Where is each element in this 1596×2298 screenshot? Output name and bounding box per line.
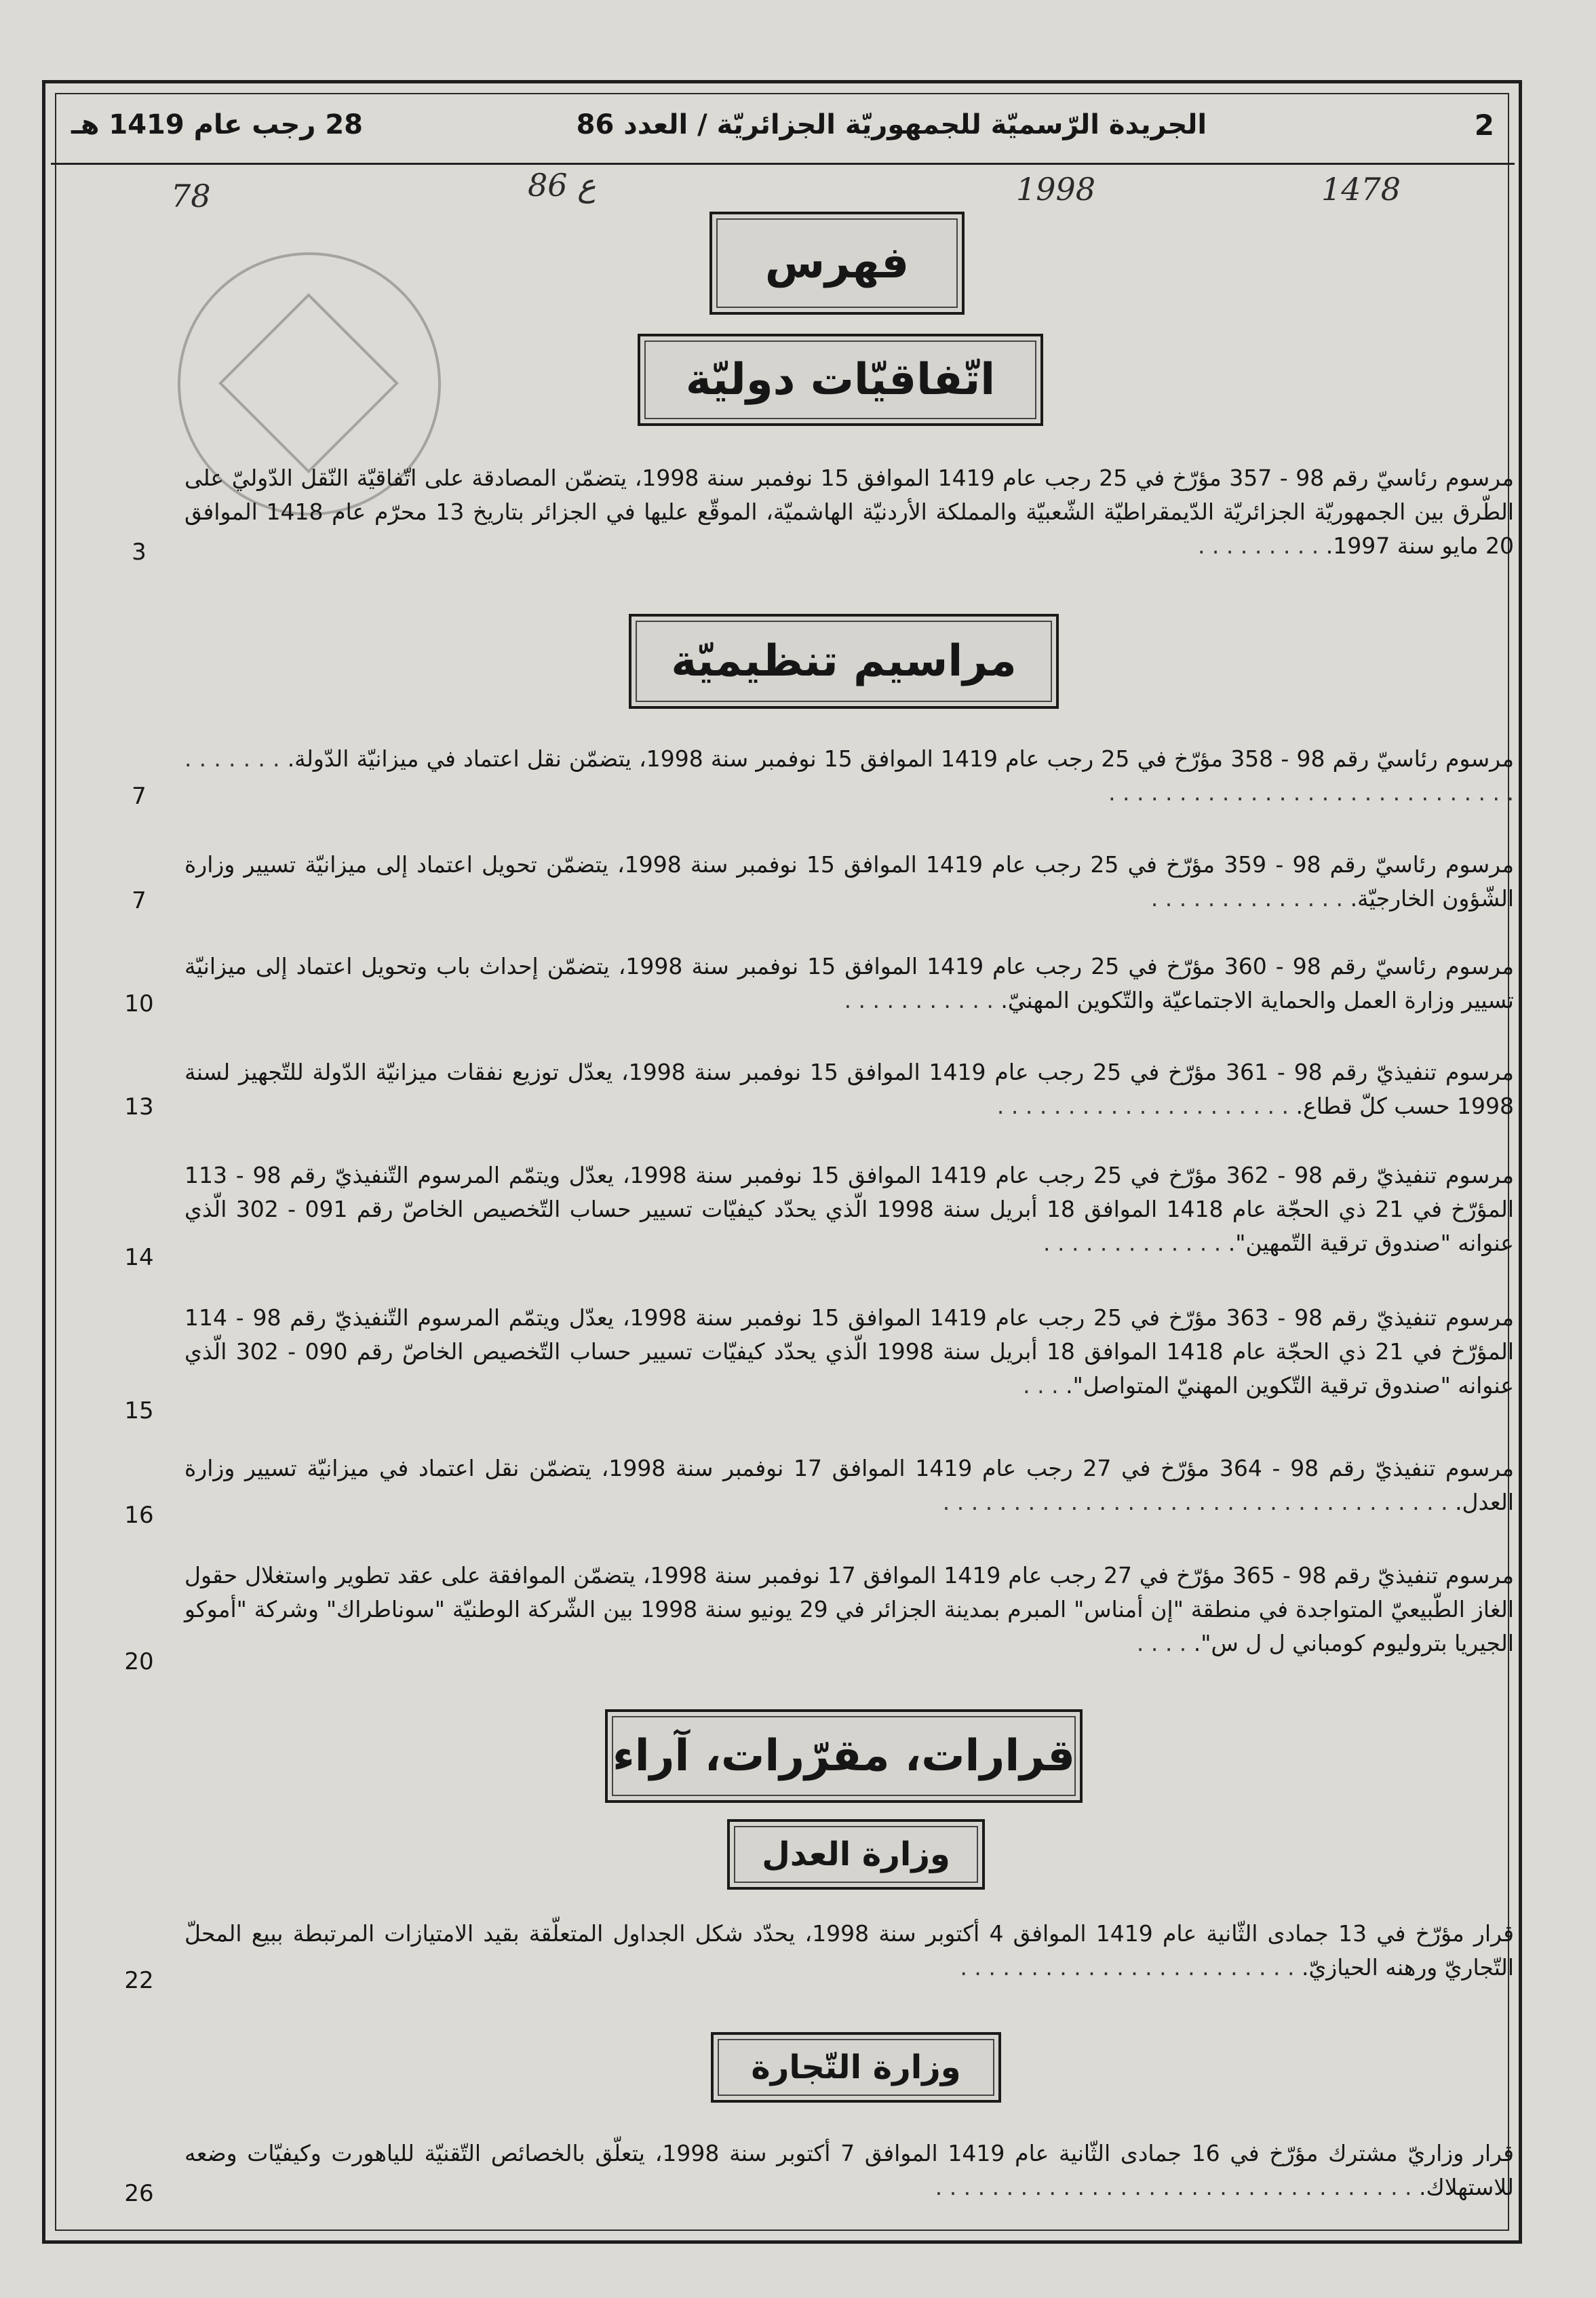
toc-entry — [184, 1452, 1514, 1519]
hijri-date: 28 رجب عام 1419 هـ — [71, 109, 363, 140]
toc-entry-text: مرسوم رئاسيّ رقم 98 - 359 مؤرّخ في 25 رجب عام 1419 الموافق 15 نوفمبر سنة 1998، يتضمّن تحويل اعتماد إلى ميزانيّة تسيير وزارة الشّؤون الخارجيّة. — [184, 851, 1514, 912]
running-header — [51, 88, 1515, 161]
toc-entry — [184, 1917, 1514, 1985]
handwritten-issue: 86 ع — [528, 167, 596, 203]
page-number: 2 — [1474, 108, 1494, 142]
toc-page-number: 22 — [124, 1967, 154, 1994]
toc-page-number: 14 — [124, 1244, 154, 1271]
toc-entry-text: مرسوم رئاسيّ رقم 98 - 360 مؤرّخ في 25 رجب عام 1419 الموافق 15 نوفمبر سنة 1998، يتضمّن إحداث باب وتحويل اعتماد إلى ميزانيّة تسيير وزارة العمل والحماية الاجتماعيّة والتّكوين المهنيّ. — [184, 953, 1515, 1013]
toc-entry — [184, 1559, 1514, 1660]
toc-entry-text: مرسوم رئاسيّ رقم 98 - 358 مؤرّخ في 25 رجب عام 1419 الموافق 15 نوفمبر سنة 1998، يتضمّن نقل اعتماد في ميزانيّة الدّولة. — [287, 745, 1515, 772]
toc-page-number: 20 — [124, 1648, 154, 1675]
header-rule — [51, 163, 1515, 165]
dot-leader: . . . . . . . . . . . . . . . . . . . . . — [996, 1093, 1289, 1119]
handwritten-code: 78 — [171, 178, 211, 214]
toc-entry-text: مرسوم تنفيذيّ رقم 98 - 362 مؤرّخ في 25 رجب عام 1419 الموافق 15 نوفمبر سنة 1998، يعدّل ويتمّم المرسوم التّنفيذيّ رقم 98 - 113 المؤرّخ في 21 ذي الحجّة عام 1418 الموافق 18 أبريل سنة 1998 الّذي يحدّد كيفيّات تسيير حساب التّخصيص الخاصّ رقم 091 - 302 الّذي عنوانه "صندوق ترقية التّمهين". — [184, 1162, 1515, 1256]
toc-page-number: 15 — [124, 1397, 154, 1424]
toc-entry-text: مرسوم تنفيذيّ رقم 98 - 365 مؤرّخ في 27 رجب عام 1419 الموافق 17 نوفمبر سنة 1998، يتضمّن الموافقة على عقد تطوير واستغلال حقول الغاز الطّبيعيّ المتواجدة في منطقة "إن أمناس" المبرم بمدينة الجزائر في 29 يونيو سنة 1998 بين الشّركة الوطنيّة "سوناطراك" وشركة "أموكو الجيريا بتروليوم كومباني ل ل س". — [184, 1562, 1515, 1656]
toc-entry — [184, 461, 1514, 563]
toc-entry-text: قرار وزاريّ مشترك مؤرّخ في 16 جمادى الثّانية عام 1419 الموافق 7 أكتوبر سنة 1998، يتعلّق بالخصائص التّقنيّة للياهورت وكيفيّات وضعه للاستهلاك. — [184, 2140, 1514, 2200]
toc-page-number: 16 — [124, 1502, 154, 1529]
ministry-heading-text: وزارة التّجارة — [751, 2048, 961, 2086]
dot-leader: . . . . . . . . . . . . . . . . . . . . . . . . . . . . . . . . . . . . — [184, 745, 1514, 806]
section-heading-text: مراسيم تنظيميّة — [671, 636, 1017, 686]
dot-leader: . . . . . . . . . . . — [844, 987, 994, 1013]
section-heading — [638, 334, 1043, 426]
dot-leader: . . . . . . . . . . . . . — [1043, 1230, 1222, 1256]
toc-entry-text: مرسوم تنفيذيّ رقم 98 - 363 مؤرّخ في 25 رجب عام 1419 الموافق 15 نوفمبر سنة 1998، يعدّل ويتمّم المرسوم التّنفيذيّ رقم 98 - 114 المؤرّخ في 21 ذي الحجّة عام 1418 الموافق 18 أبريل سنة 1998 الّذي يحدّد كيفيّات تسيير حساب التّخصيص الخاصّ رقم 090 - 302 الّذي عنوانه "صندوق ترقية التّكوين المهنيّ المتواصل". — [184, 1304, 1515, 1399]
toc-entry — [184, 1158, 1514, 1260]
toc-title-text: فهرس — [764, 238, 910, 288]
toc-entry-text: مرسوم رئاسيّ رقم 98 - 357 مؤرّخ في 25 رجب عام 1419 الموافق 15 نوفمبر سنة 1998، يتضمّن المصادقة على اتّفاقيّة النّقل الدّوليّ على الطّرق بين الجمهوريّة الجزائريّة الدّيمقراطيّة الشّعبيّة والمملكة الأردنيّة الهاشميّة، الموقّع عليها في الجزائر بتاريخ 13 محرّم عام 1418 الموافق 20 مايو سنة 1997. — [184, 465, 1515, 559]
toc-entry — [184, 1301, 1514, 1403]
ministry-heading-text: وزارة العدل — [762, 1835, 950, 1873]
toc-title — [709, 212, 965, 315]
toc-page-number: 7 — [132, 783, 147, 810]
handwritten-year: 1998 — [1016, 171, 1096, 208]
gazette-title: الجريدة الرّسميّة للجمهوريّة الجزائريّة / العدد 86 — [576, 109, 1207, 140]
ministry-heading — [711, 2032, 1001, 2103]
toc-entry — [184, 848, 1514, 916]
section-heading-text: قرارات، مقرّرات، آراء — [612, 1731, 1075, 1781]
dot-leader: . . . . . . . . . . . . . . . . . . . . . . . . . . . . . . . . . . . . — [942, 1489, 1448, 1515]
section-heading-text: اتّفاقيّات دوليّة — [685, 355, 996, 405]
dot-leader: . . . . . . . . . . . . . . . . . . . . . . . . . . . . . . . . . . — [935, 2174, 1412, 2200]
toc-entry-text: مرسوم تنفيذيّ رقم 98 - 364 مؤرّخ في 27 رجب عام 1419 الموافق 17 نوفمبر سنة 1998، يتضمّن نقل اعتماد في ميزانيّة تسيير وزارة العدل. — [184, 1455, 1514, 1515]
toc-page-number: 7 — [132, 887, 147, 914]
dot-leader: . . . . — [1136, 1630, 1187, 1656]
toc-entry — [184, 950, 1514, 1017]
toc-entry-text: مرسوم تنفيذيّ رقم 98 - 361 مؤرّخ في 25 رجب عام 1419 الموافق 15 نوفمبر سنة 1998، يعدّل توزيع نفقات ميزانيّة الدّولة للتّجهيز لسنة 1998 حسب كلّ قطاع. — [184, 1059, 1514, 1119]
ministry-heading — [727, 1819, 985, 1890]
section-heading — [605, 1709, 1083, 1803]
handwritten-number: 1478 — [1321, 171, 1401, 208]
dot-leader: . . . . . . . . . — [1197, 532, 1319, 559]
toc-page-number: 10 — [124, 990, 154, 1017]
section-heading — [629, 614, 1059, 709]
dot-leader: . . . — [1023, 1372, 1059, 1399]
dot-leader: . . . . . . . . . . . . . . — [1150, 885, 1344, 912]
dot-leader: . . . . . . . . . . . . . . . . . . . . . . . . — [960, 1954, 1295, 1981]
toc-entry — [184, 2137, 1514, 2204]
toc-page-number: 3 — [132, 539, 147, 566]
toc-entry — [184, 742, 1514, 810]
toc-page-number: 13 — [124, 1093, 154, 1121]
toc-entry-text: قرار مؤرّخ في 13 جمادى الثّانية عام 1419 الموافق 4 أكتوبر سنة 1998، يحدّد شكل الجداول المتعلّقة بقيد الامتيازات المرتبطة ببيع المحلّ التّجاريّ ورهنه الحيازيّ. — [184, 1920, 1514, 1981]
toc-page-number: 26 — [124, 2180, 154, 2207]
toc-entry — [184, 1055, 1514, 1123]
